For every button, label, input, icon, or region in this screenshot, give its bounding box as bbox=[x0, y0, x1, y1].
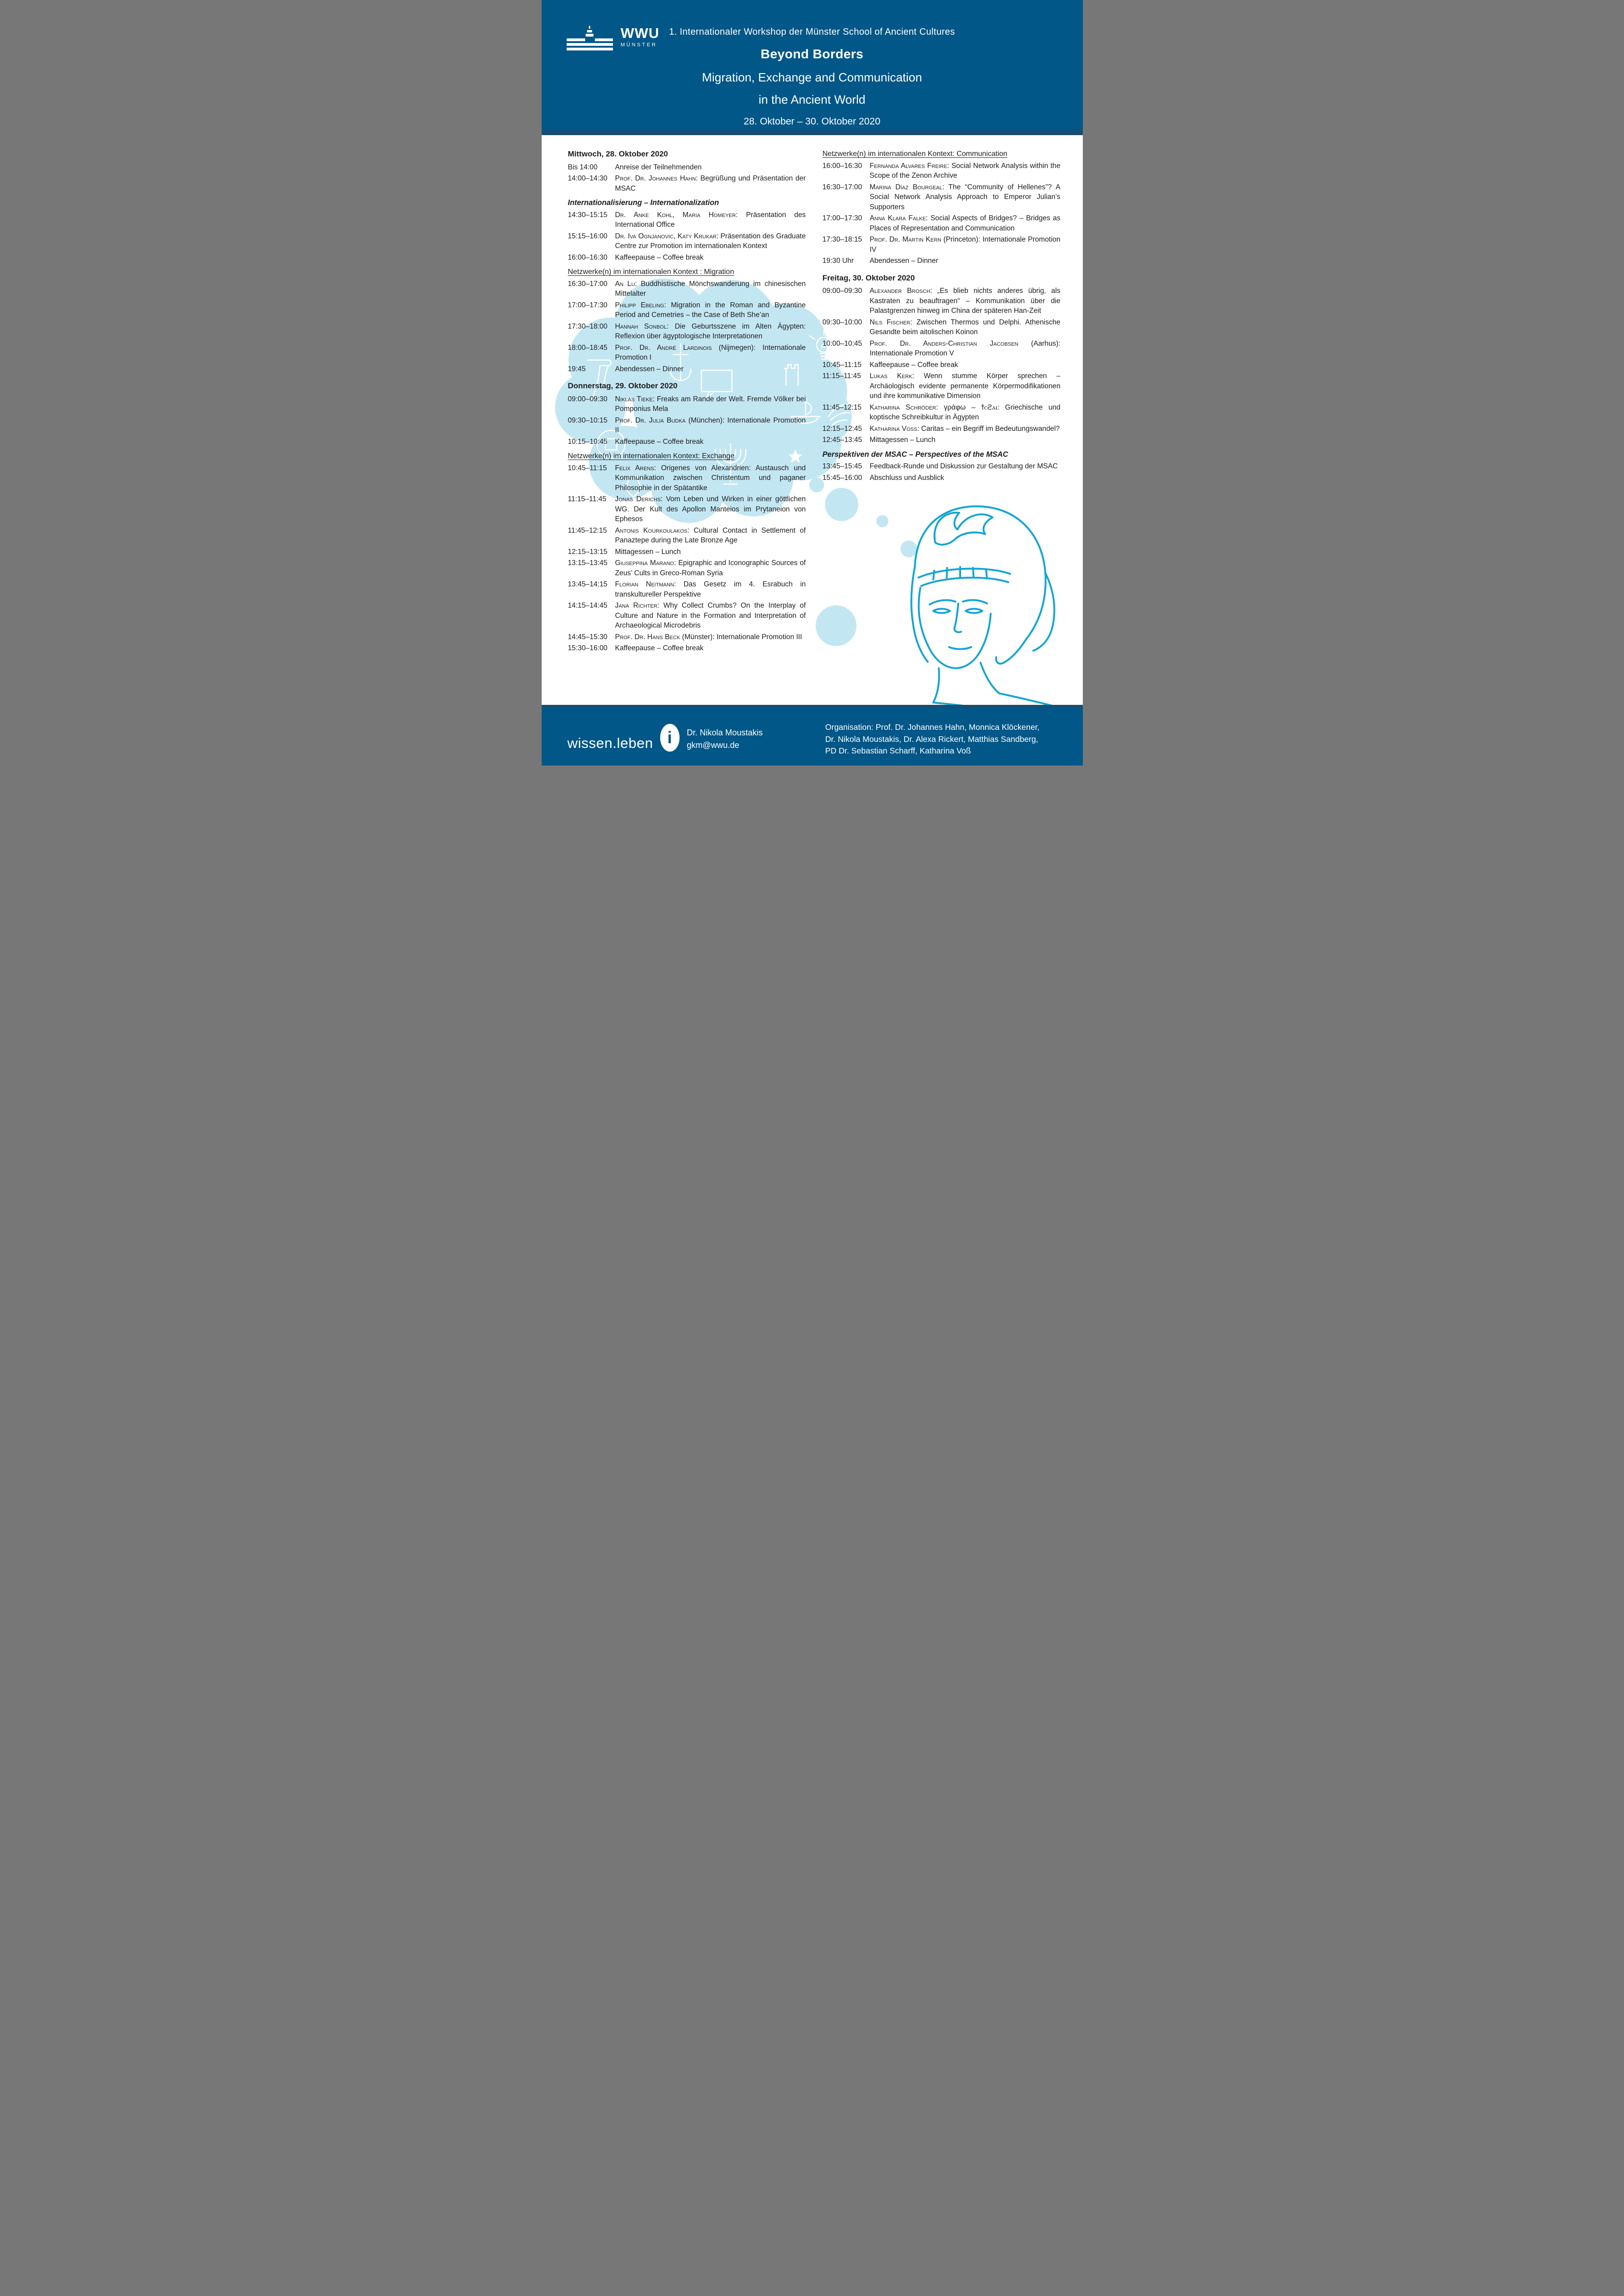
entry-description: Prof. Dr. Julia Budka (München): Internationale Promotion II bbox=[615, 416, 806, 434]
speaker-name: An Lu bbox=[615, 280, 635, 288]
schedule-entry bbox=[568, 343, 806, 363]
organisation-line: PD Dr. Sebastian Scharff, Katharina Voß bbox=[825, 746, 971, 755]
speaker-name: Nils Fischer bbox=[869, 318, 911, 326]
entry-description: An Lu: Buddhistische Mönchswanderung im chinesischen Mittelalter bbox=[615, 280, 806, 298]
speaker-name: Prof. Dr. Johannes Hahn bbox=[615, 174, 696, 182]
entry-time: 12:15–13:15 bbox=[568, 548, 608, 556]
entry-description: Kaffeepause – Coffee break bbox=[869, 361, 958, 369]
speaker-name: Alexander Brosch bbox=[869, 287, 931, 295]
entry-time: 17:30–18:15 bbox=[822, 236, 862, 243]
university-claim: wissen.leben bbox=[567, 735, 653, 751]
entry-time: 11:15–11:45 bbox=[822, 372, 861, 380]
header-titles bbox=[542, 27, 1083, 127]
speaker-name: Dr. Anke Kohl, Maria Homeyer bbox=[615, 211, 736, 219]
footer-banner bbox=[542, 705, 1083, 765]
schedule-entry bbox=[568, 253, 806, 263]
entry-time: 15:45–16:00 bbox=[822, 473, 862, 482]
day-heading: Freitag, 30. Oktober 2020 bbox=[822, 273, 915, 282]
entry-description: Katharina Voß: Caritas – ein Begriff im Bedeutungswandel? bbox=[869, 424, 1060, 433]
entry-description: Jonas Derichs: Vom Leben und Wirken in einer göttlichen WG. Der Kult des Apollon Manteios im Prytaneion von Ephesos bbox=[615, 495, 806, 523]
entry-description: Niklas Tieke: Freaks am Rande der Welt. Fremde Völker bei Pomponius Mela bbox=[615, 395, 806, 413]
schedule-entry bbox=[823, 371, 1061, 401]
entry-time: 11:45–12:15 bbox=[568, 526, 607, 535]
speaker-name: Fernanda Alvares Freire bbox=[869, 162, 947, 170]
entry-description: Mittagessen – Lunch bbox=[869, 436, 936, 444]
entry-description: Kaffeepause – Coffee break bbox=[615, 437, 704, 446]
thought-bubbles bbox=[816, 488, 917, 646]
entry-time: 15:15–16:00 bbox=[568, 232, 608, 240]
speaker-name: Niklas Tieke bbox=[615, 395, 653, 403]
entry-time: 14:45–15:30 bbox=[568, 633, 608, 641]
crescent-moon-icon bbox=[804, 478, 824, 497]
schedule-column-left bbox=[568, 135, 806, 653]
event-dates: 28. Oktober – 30. Oktober 2020 bbox=[743, 116, 881, 127]
speaker-name: Hannah Sonbol bbox=[615, 322, 667, 330]
entry-time: 09:30–10:00 bbox=[822, 318, 862, 326]
entry-description: Prof. Dr. André Lardinois (Nijmegen): Internationale Promotion I bbox=[615, 343, 806, 361]
schedule-entry bbox=[823, 317, 1061, 337]
entry-description: Prof. Dr. Hans Beck (Münster): Internationale Promotion III bbox=[615, 633, 802, 641]
entry-time: Bis 14:00 bbox=[568, 163, 598, 171]
entry-time: 15:30–16:00 bbox=[568, 644, 608, 652]
speaker-name: Prof. Dr. André Lardinois bbox=[615, 343, 712, 352]
schedule-entry bbox=[568, 547, 806, 557]
schedule-entry bbox=[568, 364, 806, 374]
schedule-entry bbox=[568, 643, 806, 653]
schedule-entry bbox=[823, 256, 1061, 266]
speaker-name: Antonis Kourkoulakos bbox=[615, 526, 687, 535]
speaker-name: Lukas Kerk bbox=[869, 372, 912, 380]
speaker-name: Florian Neitmann bbox=[615, 580, 674, 588]
entry-time: 11:45–12:15 bbox=[822, 403, 862, 411]
entry-description: Lukas Kerk: Wenn stumme Körper sprechen – Archäologisch evidente permanente Körpermodifikationen und ihre kommunikative Dimension bbox=[869, 372, 1061, 400]
page-title: Beyond Borders bbox=[760, 47, 864, 61]
speaker-name: Dr. Iva Ognjanovic, Katy Krukar bbox=[615, 232, 717, 240]
entry-description: Dr. Anke Kohl, Maria Homeyer: Präsentation des International Office bbox=[615, 211, 806, 229]
entry-time: 10:45–11:15 bbox=[568, 464, 607, 472]
schedule-entry bbox=[568, 231, 806, 251]
day-heading: Donnerstag, 29. Oktober 2020 bbox=[568, 381, 678, 390]
schedule-entry bbox=[823, 286, 1061, 316]
schedule-entry bbox=[823, 182, 1061, 212]
schedule-entry bbox=[568, 558, 806, 578]
entry-time: 17:00–17:30 bbox=[568, 301, 608, 309]
entry-time: 16:00–16:30 bbox=[822, 162, 862, 170]
schedule-entry bbox=[568, 526, 806, 546]
schedule-entry bbox=[823, 435, 1061, 445]
section-heading: Netzwerke(n) im internationalen Kontext : Migration bbox=[568, 268, 734, 276]
schedule-entry bbox=[823, 235, 1061, 255]
entry-description: Philipp Ebeling: Migration in the Roman and Byzantine Period and Cemetries – the Case of Beth She’an bbox=[615, 301, 806, 319]
speaker-name: Prof. Dr. Martin Kern bbox=[869, 236, 942, 243]
entry-time: 14:15–14:45 bbox=[568, 602, 608, 610]
entry-description: Felix Arens: Origenes von Alexandrien: Austausch und Kommunikation zwischen Christentum und paganer Philosophie in der Spätantike bbox=[615, 464, 806, 492]
entry-time: 17:30–18:00 bbox=[568, 322, 608, 330]
entry-description: Antonis Kourkoulakos: Cultural Contact in Settlement of Panaztepe during the Late Bronze Age bbox=[615, 526, 806, 544]
entry-time: 16:00–16:30 bbox=[568, 253, 608, 261]
contact-email: gkm@wwu.de bbox=[687, 740, 739, 750]
entry-description: Feedback-Runde und Diskussion zur Gestaltung der MSAC bbox=[869, 462, 1058, 470]
organisation-line: Organisation: Prof. Dr. Johannes Hahn, Monnica Klöckener, bbox=[825, 722, 1040, 732]
logo-city: MÜNSTER bbox=[620, 42, 657, 48]
info-icon-glyph: i bbox=[667, 728, 672, 747]
schedule-entry bbox=[823, 213, 1061, 233]
schedule-entry bbox=[568, 601, 806, 631]
schedule-entry bbox=[568, 632, 806, 642]
entry-description: Kaffeepause – Coffee break bbox=[615, 253, 704, 261]
topic-heading: Internationalisierung – Internationalization bbox=[568, 199, 719, 207]
entry-description: Kaffeepause – Coffee break bbox=[615, 644, 704, 652]
schedule-entry bbox=[568, 579, 806, 599]
speaker-name: Jana Richter bbox=[615, 602, 657, 610]
schedule-entry bbox=[568, 174, 806, 193]
entry-description: Alexander Brosch: „Es blieb nichts anderes übrig, als Kastraten zu beauftragen“ – Kommunikation über die Palastgrenzen hinweg im China der späteren Han-Zeit bbox=[869, 287, 1061, 315]
speaker-name: Katharina Voß bbox=[869, 424, 918, 433]
speaker-name: Giuseppina Marano bbox=[615, 559, 674, 567]
athena-head-line-art-icon bbox=[911, 506, 1082, 723]
day-heading: Mittwoch, 28. Oktober 2020 bbox=[568, 149, 668, 158]
schedule-entry bbox=[823, 424, 1061, 434]
schedule-entry bbox=[568, 416, 806, 436]
entry-time: 13:45–15:45 bbox=[822, 462, 862, 470]
schedule-entry bbox=[568, 437, 806, 447]
schedule-entry bbox=[823, 403, 1061, 423]
schedule-entry bbox=[823, 360, 1061, 370]
entry-time: 18:00–18:45 bbox=[568, 343, 608, 352]
entry-time: 13:45–14:15 bbox=[568, 580, 608, 588]
subtitle-line2: in the Ancient World bbox=[758, 93, 866, 106]
entry-time: 12:45–13:45 bbox=[822, 436, 862, 444]
entry-description: Fernanda Alvares Freire: Social Network Analysis within the Scope of the Zenon Archive bbox=[869, 162, 1061, 180]
entry-description: Giuseppina Marano: Epigraphic and Iconographic Sources of Zeus’ Cults in Greco-Roman Syria bbox=[615, 559, 806, 577]
schedule-entry bbox=[568, 300, 806, 320]
entry-time: 10:00–10:45 bbox=[822, 339, 862, 348]
schedule-entry bbox=[568, 394, 806, 414]
schedule-entry bbox=[568, 279, 806, 299]
entry-description: Florian Neitmann: Das Gesetz im 4. Esrabuch in transkultureller Perspektive bbox=[615, 580, 806, 598]
logo-acronym: WWU bbox=[620, 25, 660, 41]
entry-time: 14:00–14:30 bbox=[568, 174, 608, 182]
entry-time: 13:15–13:45 bbox=[568, 559, 608, 567]
contact-name: Dr. Nikola Moustakis bbox=[687, 728, 763, 737]
entry-description: Prof. Dr. Anders-Christian Jacobsen (Aarhus): Internationale Promotion V bbox=[869, 339, 1061, 357]
entry-description: Abendessen – Dinner bbox=[615, 365, 684, 373]
organisation-credits bbox=[825, 722, 1040, 757]
schedule-entry bbox=[568, 322, 806, 342]
speaker-name: Philipp Ebeling bbox=[615, 301, 664, 309]
entry-description: Anna Klara Falke: Social Aspects of Bridges? – Bridges as Places of Representation and Communication bbox=[869, 214, 1061, 232]
entry-description: Mittagessen – Lunch bbox=[615, 548, 681, 556]
section-heading: Netzwerke(n) im internationalen Kontext: Communication bbox=[822, 150, 1007, 158]
entry-description: Jana Richter: Why Collect Crumbs? On the Interplay of Culture and Nature in the Formation and Interpretation of Archaeological Microdebris bbox=[615, 602, 806, 629]
speaker-name: Prof. Dr. Hans Beck bbox=[615, 633, 681, 641]
schedule-entry bbox=[568, 463, 806, 493]
entry-time: 19:45 bbox=[568, 365, 586, 373]
info-icon bbox=[660, 724, 680, 752]
speaker-name: Jonas Derichs bbox=[615, 495, 661, 503]
entry-time: 11:15–11:45 bbox=[568, 495, 606, 503]
entry-description: Abschluss und Ausblick bbox=[869, 473, 944, 482]
schedule-entry bbox=[568, 494, 806, 524]
entry-time: 09:00–09:30 bbox=[568, 395, 608, 403]
subtitle-line1: Migration, Exchange and Communication bbox=[702, 70, 922, 84]
entry-time: 12:15–12:45 bbox=[822, 424, 862, 433]
entry-description: Prof. Dr. Martin Kern (Princeton): Internationale Promotion IV bbox=[869, 236, 1061, 254]
workshop-series-line: 1. Internationaler Workshop der Münster School of Ancient Cultures bbox=[669, 27, 955, 37]
topic-heading: Perspektiven der MSAC – Perspectives of the MSAC bbox=[822, 450, 1008, 459]
entry-description: Anreise der Teilnehmenden bbox=[615, 163, 702, 171]
schedule-entry bbox=[823, 473, 1061, 483]
entry-description: Dr. Iva Ognjanovic, Katy Krukar: Präsentation des Graduate Centre zur Promotion im internationalen Kontext bbox=[615, 232, 806, 250]
entry-time: 10:15–10:45 bbox=[568, 437, 608, 446]
speaker-name: Felix Arens bbox=[615, 464, 654, 472]
entry-description: Prof. Dr. Johannes Hahn: Begrüßung und Präsentation der MSAC bbox=[615, 174, 806, 193]
entry-time: 10:45–11:15 bbox=[822, 361, 862, 369]
speaker-name: Anna Klara Falke bbox=[869, 214, 926, 222]
entry-time: 09:00–09:30 bbox=[822, 287, 862, 295]
schedule-entry bbox=[823, 339, 1061, 359]
section-heading: Netzwerke(n) im internationalen Kontext: Exchange bbox=[568, 452, 735, 460]
speaker-name: Marina Díaz Bourgeal bbox=[869, 183, 943, 191]
speaker-name: Prof. Dr. Julia Budka bbox=[615, 416, 686, 424]
entry-time: 16:30–17:00 bbox=[568, 280, 608, 288]
entry-time: 14:30–15:15 bbox=[568, 211, 608, 219]
entry-description: Abendessen – Dinner bbox=[869, 257, 938, 265]
contact-block bbox=[687, 727, 763, 752]
organisation-line: Dr. Nikola Moustakis, Dr. Alexa Rickert, Matthias Sandberg, bbox=[825, 734, 1038, 744]
schedule-entry bbox=[823, 461, 1061, 472]
entry-description: Katharina Schröder: γράφω – ϯⲥϩⲁⲓ: Griechische und koptische Schreibkultur in Ägypten bbox=[869, 403, 1061, 421]
schedule-column-right bbox=[823, 135, 1061, 483]
header-banner bbox=[542, 0, 1083, 135]
entry-description: Hannah Sonbol: Die Geburtsszene im Alten Ägypten: Reflexion über ägyptologische Interpretationen bbox=[615, 322, 806, 340]
entry-description: Nils Fischer: Zwischen Thermos und Delphi. Athenische Gesandte beim aitolischen Koinon bbox=[869, 318, 1061, 336]
entry-time: 09:30–10:15 bbox=[568, 416, 608, 424]
entry-description: Marina Díaz Bourgeal: The “Community of Hellenes”? A Social Network Analysis Approach to Emperor Julian’s Supporters bbox=[869, 183, 1061, 211]
schedule-entry bbox=[568, 162, 806, 173]
entry-time: 17:00–17:30 bbox=[822, 214, 862, 222]
schedule-entry bbox=[823, 161, 1061, 181]
speaker-name: Katharina Schröder bbox=[869, 403, 936, 411]
entry-time: 19:30 Uhr bbox=[822, 257, 854, 265]
speaker-name: Prof. Dr. Anders-Christian Jacobsen bbox=[869, 339, 1018, 348]
entry-time: 16:30–17:00 bbox=[822, 183, 862, 191]
schedule-entry bbox=[568, 210, 806, 230]
workshop-program-poster bbox=[542, 0, 1083, 765]
